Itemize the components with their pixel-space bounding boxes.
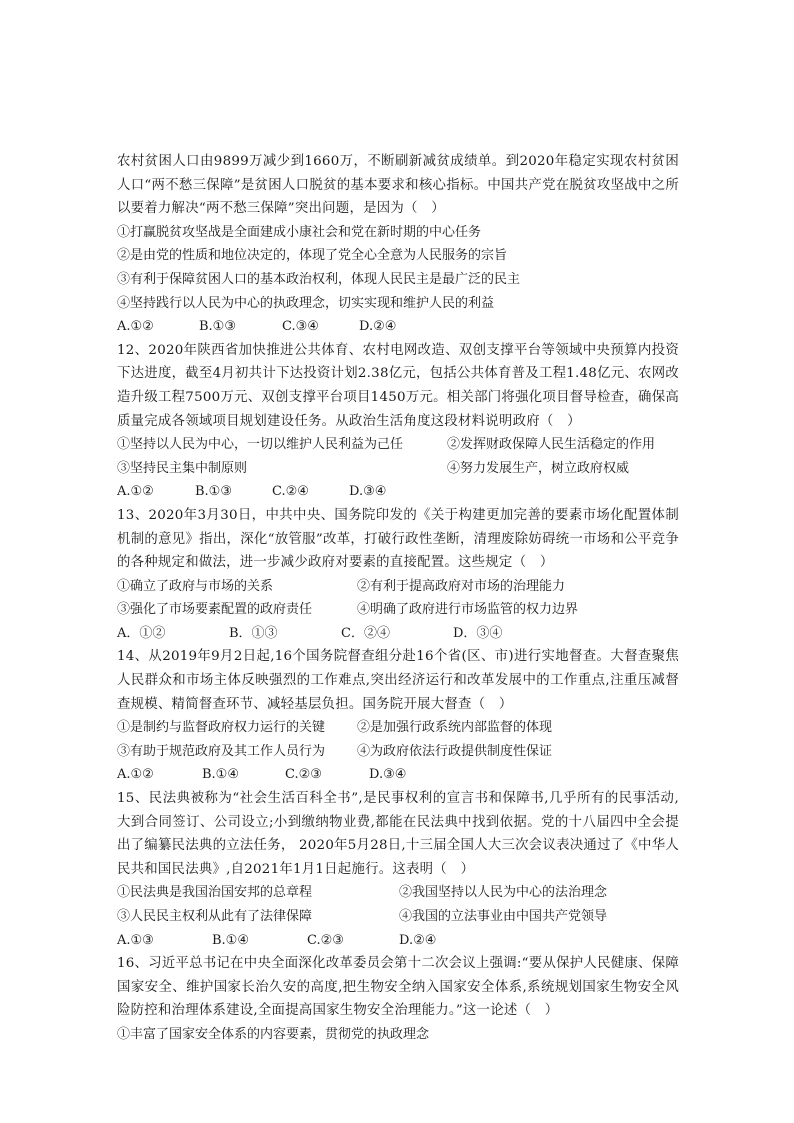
choice-a: A.①②	[117, 319, 154, 335]
question-13	[117, 504, 679, 646]
option-row	[117, 433, 679, 457]
choice-b: B.①④	[212, 932, 249, 948]
option-4: ④努力发展生产，树立政府权威	[447, 460, 630, 476]
option-3: ③有助于规范政府及其工作人员行为	[117, 743, 326, 759]
question-11	[117, 150, 679, 339]
option-row	[117, 716, 679, 740]
option-4: ④我国的立法事业由中国共产党领导	[399, 909, 608, 924]
choice-a: A.①③	[117, 932, 154, 948]
choice-d: D.②④	[399, 932, 437, 948]
option-3: ③人民民主权利从此有了法律保障	[117, 909, 313, 924]
choice-c: C.②③	[285, 767, 322, 783]
question-14	[117, 645, 679, 787]
question-12	[117, 339, 679, 504]
option-1: ①是制约与监督政府权力运行的关键	[117, 720, 326, 736]
option-2: ②是由党的性质和地位决定的，体现了党全心全意为人民服务的宗旨	[117, 248, 508, 264]
option-4: ④为政府依法行政提供制度性保证	[357, 743, 553, 759]
option-3: ③强化了市场要素配置的政府责任	[117, 602, 313, 618]
question-stem: 15、民法典被称为“社会生活百科全书”,是民事权利的宣言书和保障书,几乎所有的民事活动,大到合同签订、公司设立;小到缴纳物业费,都能在民法典中找到依据。党的十八届四中全会提出了编纂民法典的立法任务， 2020年5月28日,十三届全国人大三次会议表决通过了《中华人民共和国民法典》,自2021年1月1日起施行。这表明（ ）	[117, 791, 679, 877]
question-stem: 14、从2019年9月2日起,16个国务院督查组分赴16个省(区、市)进行实地督查。大督查聚焦人民群众和市场主体反映强烈的工作难点,突出经济运行和改革发展中的工作重点,注重压减督查规模、精简督查环节、减轻基层负担。国务院开展大督查（ ）	[117, 649, 679, 712]
option-row	[117, 575, 679, 599]
option-3: ③坚持民主集中制原则	[117, 460, 248, 476]
choice-d: D.③④	[349, 484, 387, 500]
choice-d: D.③④	[369, 767, 407, 783]
answer-choices	[117, 929, 679, 953]
question-stem: 农村贫困人口由9899万减少到1660万，不断刷新减贫成绩单。到2020年稳定实现农村贫困人口“两不愁三保障”是贫困人口脱贫的基本要求和核心指标。中国共产党在脱贫攻坚战中之所以要着力解决“两不愁三保障”突出问题，是因为（ ）	[117, 154, 679, 217]
choice-c: C.③④	[282, 319, 319, 335]
question-16	[117, 952, 679, 1046]
option-2: ②我国坚持以人民为中心的法治理念	[399, 885, 608, 901]
choice-a: A．①②	[117, 625, 166, 641]
choice-b: B．①③	[229, 625, 278, 641]
option-4: ④明确了政府进行市场监管的权力边界	[357, 602, 579, 618]
option-1: ①坚持以人民为中心，一切以维护人民利益为己任	[117, 437, 404, 453]
document-page	[117, 150, 679, 1047]
choice-b: B.①③	[199, 319, 236, 335]
option-1: ①丰富了国家安全体系的内容要素，贯彻党的执政理念	[117, 1026, 430, 1042]
option-4: ④坚持践行以人民为中心的执政理念，切实实现和维护人民的利益	[117, 295, 495, 311]
choice-c: C.②③	[307, 932, 344, 948]
option-row	[117, 881, 679, 905]
choice-b: B.①④	[202, 767, 239, 783]
option-1: ①打赢脱贫攻坚战是全面建成小康社会和党在新时期的中心任务	[117, 224, 482, 240]
choice-a: A.①②	[117, 767, 154, 783]
option-2: ②是加强行政系统内部监督的体现	[357, 720, 553, 736]
option-1: ①民法典是我国治国安邦的总章程	[117, 885, 313, 901]
answer-choices	[117, 315, 679, 339]
option-2: ②有利于提高政府对市场的治理能力	[357, 578, 566, 594]
option-row	[117, 457, 679, 481]
question-15	[117, 787, 679, 952]
option-row	[117, 740, 679, 764]
choice-c: C．②④	[341, 625, 390, 641]
choice-b: B.①③	[195, 484, 232, 500]
choice-d: D．③④	[453, 625, 503, 641]
question-stem: 12、2020年陕西省加快推进公共体育、农村电网改造、双创支撑平台等领域中央预算内投资下达进度，截至4月初共计下达投资计划2.38亿元，包括公共体育普及工程1.48亿元、农网改造升级工程7500万元、双创支撑平台项目1450万元。相关部门将强化项目督导检查，确保高质量完成各领域项目规划建设任务。从政治生活角度这段材料说明政府（ ）	[117, 342, 679, 429]
choice-d: D.②④	[359, 319, 397, 335]
answer-choices	[117, 763, 679, 787]
question-stem: 13、2020年3月30日，中共中央、国务院印发的《关于构建更加完善的要素市场化配置体制机制的意见》指出，深化“放管服”改革，打破行政性垄断，清理废除妨碍统一市场和公平竞争的各种规定和做法，进一步减少政府对要素的直接配置。这些规定（ ）	[117, 507, 679, 571]
option-row	[117, 598, 679, 622]
answer-choices	[117, 480, 679, 504]
option-row	[117, 905, 679, 929]
choice-c: C.②④	[272, 484, 309, 500]
option-1: ①确立了政府与市场的关系	[117, 578, 274, 594]
answer-choices	[117, 622, 679, 646]
question-stem: 16、习近平总书记在中央全面深化改革委员会第十二次会议上强调:“要从保护人民健康、保障国家安全、维护国家长治久安的高度,把生物安全纳入国家安全体系,系统规划国家生物安全风险防控和治理体系建设,全面提高国家生物安全治理能力。”这一论述（ ）	[117, 956, 679, 1019]
choice-a: A.①②	[117, 484, 154, 500]
option-2: ②发挥财政保障人民生活稳定的作用	[447, 437, 656, 453]
option-3: ③有利于保障贫困人口的基本政治权利，体现人民民主是最广泛的民主	[117, 271, 521, 287]
